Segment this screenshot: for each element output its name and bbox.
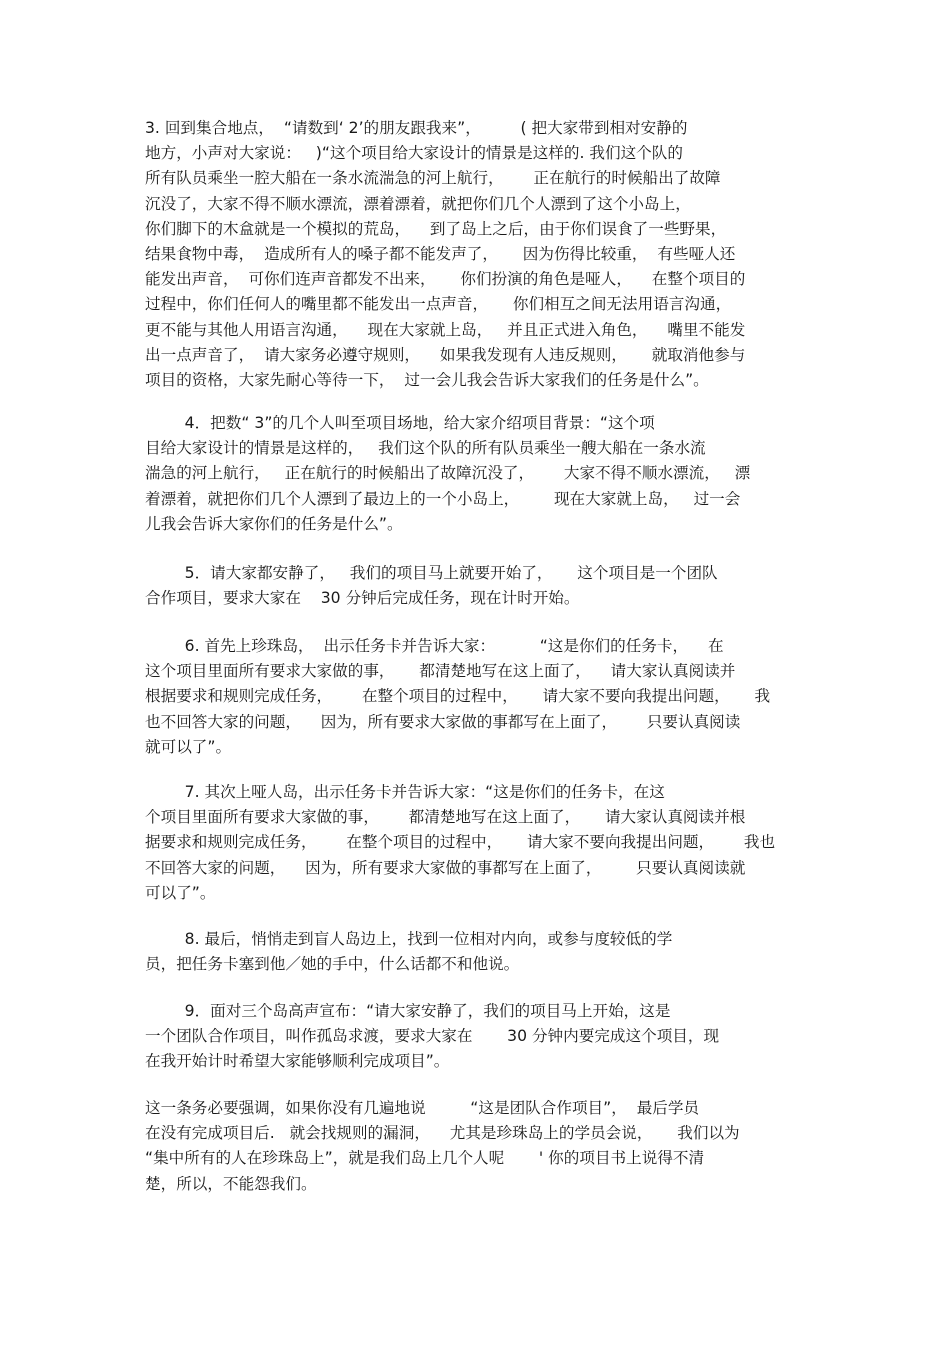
text-line: 出一点声音了， 请大家务必遵守规则， 如果我发现有人违反规则， 就取消他参与 <box>145 345 746 364</box>
text-line: 员，把任务卡塞到他／她的手中，什么话都不和他说。 <box>145 955 520 974</box>
text-line: 5．请大家都安静了， 我们的项目马上就要开始了， 这个项目是一个团队 <box>145 564 718 582</box>
text-line: 个项目里面所有要求大家做的事， 都清楚地写在这上面了， 请大家认真阅读并根 <box>145 808 746 827</box>
paragraph-step-8 <box>145 927 815 977</box>
text-line: 8. 最后，悄悄走到盲人岛边上，找到一位相对内向，或参与度较低的学 <box>145 930 673 948</box>
text-line: 可以了”。 <box>145 883 216 902</box>
text-line: 根据要求和规则完成任务， 在整个项目的过程中， 请大家不要向我提出问题， 我 <box>145 687 771 706</box>
text-line: 你们脚下的木盒就是一个模拟的荒岛， 到了岛上之后，由于你们误食了一些野果， <box>145 219 727 238</box>
text-line: 一个团队合作项目，叫作孤岛求渡，要求大家在 30 分钟内要完成这个项目，现 <box>145 1027 720 1046</box>
paragraph-step-6 <box>145 634 815 760</box>
text-line: 更不能与其他人用语言沟通， 现在大家就上岛， 并且正式进入角色， 嘴里不能发 <box>145 320 746 339</box>
text-line: 地方，小声对大家说： )“这个项目给大家设计的情景是这样的. 我们这个队的 <box>145 144 683 163</box>
text-line: 能发出声音， 可你们连声音都发不出来， 你们扮演的角色是哑人， 在整个项目的 <box>145 270 746 289</box>
text-line: 过程中，你们任何人的嘴里都不能发出一点声音， 你们相互之间无法用语言沟通， <box>145 295 732 314</box>
text-line: 在我开始计时希望大家能够顺利完成项目”。 <box>145 1052 450 1071</box>
paragraph-step-4 <box>145 411 815 537</box>
paragraph-step-7 <box>145 780 815 906</box>
text-line: 7. 其次上哑人岛，出示任务卡并告诉大家：“这是你们的任务卡，在这 <box>145 783 665 801</box>
text-line: 楚，所以，不能怨我们。 <box>145 1174 317 1193</box>
text-line: 儿我会告诉大家你们的任务是什么”。 <box>145 514 403 533</box>
paragraph-emphasis-note <box>145 1096 815 1197</box>
text-line: 所有队员乘坐一腔大船在一条水流湍急的河上航行， 正在航行的时候船出了故障 <box>145 169 721 188</box>
text-line: “集中所有的人在珍珠岛上”，就是我们岛上几个人呢 ' 你的项目书上说得不清 <box>145 1149 705 1168</box>
text-line: 4．把数“ 3”的几个人叫至项目场地，给大家介绍项目背景：“这个项 <box>145 414 655 432</box>
text-line: 就可以了”。 <box>145 737 232 756</box>
text-line: 3. 回到集合地点， “请数到‘ 2’的朋友跟我来”， ( 把大家带到相对安静的 <box>145 119 688 137</box>
text-line: 也不回答大家的问题， 因为，所有要求大家做的事都写在上面了， 只要认真阅读 <box>145 712 741 731</box>
text-line: 6. 首先上珍珠岛， 出示任务卡并告诉大家： “这是你们的任务卡， 在 <box>145 637 724 655</box>
text-line: 沉没了，大家不得不顺水漂流，漂着漂着，就把你们几个人漂到了这个小岛上， <box>145 194 691 213</box>
text-line: 合作项目，要求大家在 30 分钟后完成任务，现在计时开始。 <box>145 589 580 608</box>
text-line: 不回答大家的问题， 因为，所有要求大家做的事都写在上面了， 只要认真阅读就 <box>145 858 746 877</box>
text-line: 项目的资格，大家先耐心等待一下， 过一会儿我会告诉大家我们的任务是什么”。 <box>145 370 709 389</box>
paragraph-step-3 <box>145 116 815 393</box>
text-line: 结果食物中毒， 造成所有人的嗓子都不能发声了， 因为伤得比较重， 有些哑人还 <box>145 244 736 263</box>
text-line: 目给大家设计的情景是这样的， 我们这个队的所有队员乘坐一艘大船在一条水流 <box>145 439 706 458</box>
text-line: 湍急的河上航行， 正在航行的时候船出了故障沉没了， 大家不得不顺水漂流， 漂 <box>145 464 751 483</box>
text-line: 这一条务必要强调，如果你没有几遍地说 “这是团队合作项目”， 最后学员 <box>145 1099 700 1117</box>
text-line: 据要求和规则完成任务， 在整个项目的过程中， 请大家不要向我提出问题， 我也 <box>145 833 776 852</box>
paragraph-step-5 <box>145 561 815 611</box>
paragraph-step-9 <box>145 999 815 1075</box>
text-line: 这个项目里面所有要求大家做的事， 都清楚地写在这上面了， 请大家认真阅读并 <box>145 662 736 681</box>
text-line: 在没有完成项目后. 就会找规则的漏洞， 尤其是珍珠岛上的学员会说， 我们以为 <box>145 1124 740 1143</box>
text-line: 着漂着，就把你们几个人漂到了最边上的一个小岛上， 现在大家就上岛， 过一会 <box>145 489 741 508</box>
text-line: 9．面对三个岛高声宣布：“请大家安静了，我们的项目马上开始，这是 <box>145 1002 671 1020</box>
